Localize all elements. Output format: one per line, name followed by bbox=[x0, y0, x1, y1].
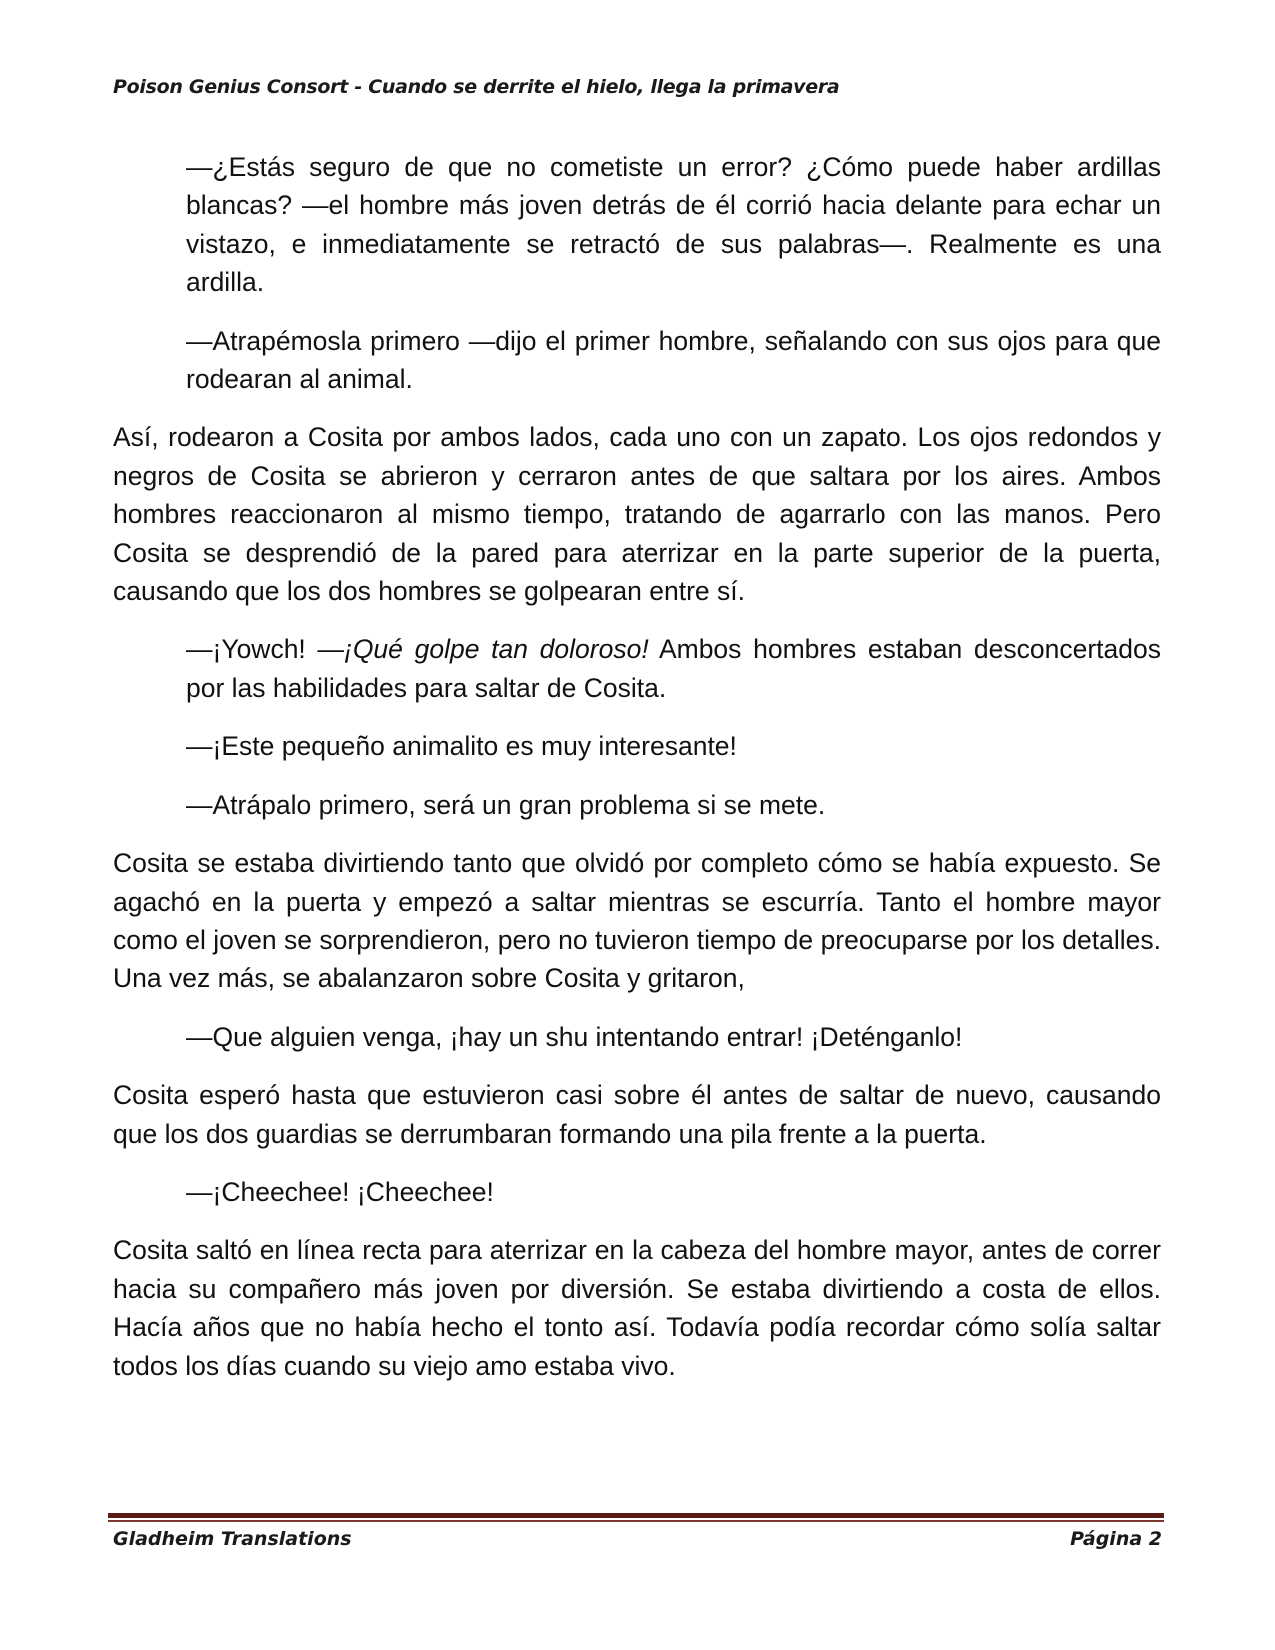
footer-translator: Gladheim Translations bbox=[113, 1528, 352, 1550]
page-body bbox=[113, 148, 1161, 1405]
paragraph-5: —¡Este pequeño animalito es muy interesante! bbox=[186, 731, 737, 762]
paragraph-6: —Atrápalo primero, será un gran problema si se mete. bbox=[186, 789, 826, 820]
paragraph-10: —¡Cheechee! ¡Cheechee! bbox=[186, 1176, 494, 1207]
footer-divider-thin bbox=[108, 1520, 1164, 1522]
paragraph-8: —Que alguien venga, ¡hay un shu intentando entrar! ¡Deténganlo! bbox=[186, 1021, 963, 1052]
paragraph-3: Así, rodearon a Cosita por ambos lados, cada uno con un zapato. Los ojos redondos y negros de Cosita se abrieron y cerraron antes de que saltara por los aires. Ambos hombres reaccionaron al mismo tiempo, tratando de agarrarlo con las manos. Pero Cosita se desprendió de la pared para aterrizar en la parte superior de la puerta, causando que los dos hombres se golpearan entre sí. bbox=[113, 422, 1161, 607]
paragraph-4 bbox=[186, 630, 1161, 707]
paragraph-4-end: Ambos hombres estaban desconcertados por las habilidades para saltar de Cosita. bbox=[186, 634, 1161, 703]
paragraph-11: Cosita saltó en línea recta para aterrizar en la cabeza del hombre mayor, antes de correr hacia su compañero más joven por diversión. Se estaba divirtiendo a costa de ellos. Hacía años que no había hecho el tonto así. Todavía podía recordar cómo solía saltar todos los días cuando su viejo amo estaba vivo. bbox=[113, 1235, 1161, 1381]
paragraph-9: Cosita esperó hasta que estuvieron casi sobre él antes de saltar de nuevo, causando que los dos guardias se derrumbaran formando una pila frente a la puerta. bbox=[113, 1080, 1161, 1149]
paragraph-7: Cosita se estaba divirtiendo tanto que olvidó por completo cómo se había expuesto. Se agachó en la puerta y empezó a saltar mientras se escurría. Tanto el hombre mayor como el joven se sorprendieron, pero no tuvieron tiempo de preocuparse por los detalles. Una vez más, se abalanzaron sobre Cosita y gritaron, bbox=[113, 848, 1161, 994]
paragraph-4-start: —¡Yowch! — bbox=[186, 634, 344, 665]
footer-divider bbox=[108, 1513, 1164, 1518]
paragraph-1: —¿Estás seguro de que no cometiste un error? ¿Cómo puede haber ardillas blancas? —el hombre más joven detrás de él corrió hacia delante para echar un vistazo, e inmediatamente se retractó de sus palabras—. Realmente es una ardilla. bbox=[186, 152, 1161, 298]
paragraph-4-italic: ¡Qué golpe tan doloroso! bbox=[344, 634, 649, 665]
footer-page-number: Página 2 bbox=[1070, 1528, 1162, 1550]
paragraph-2: —Atrapémosla primero —dijo el primer hombre, señalando con sus ojos para que rodearan al animal. bbox=[186, 325, 1161, 395]
page-header-title: Poison Genius Consort - Cuando se derrite el hielo, llega la primavera bbox=[113, 76, 840, 98]
